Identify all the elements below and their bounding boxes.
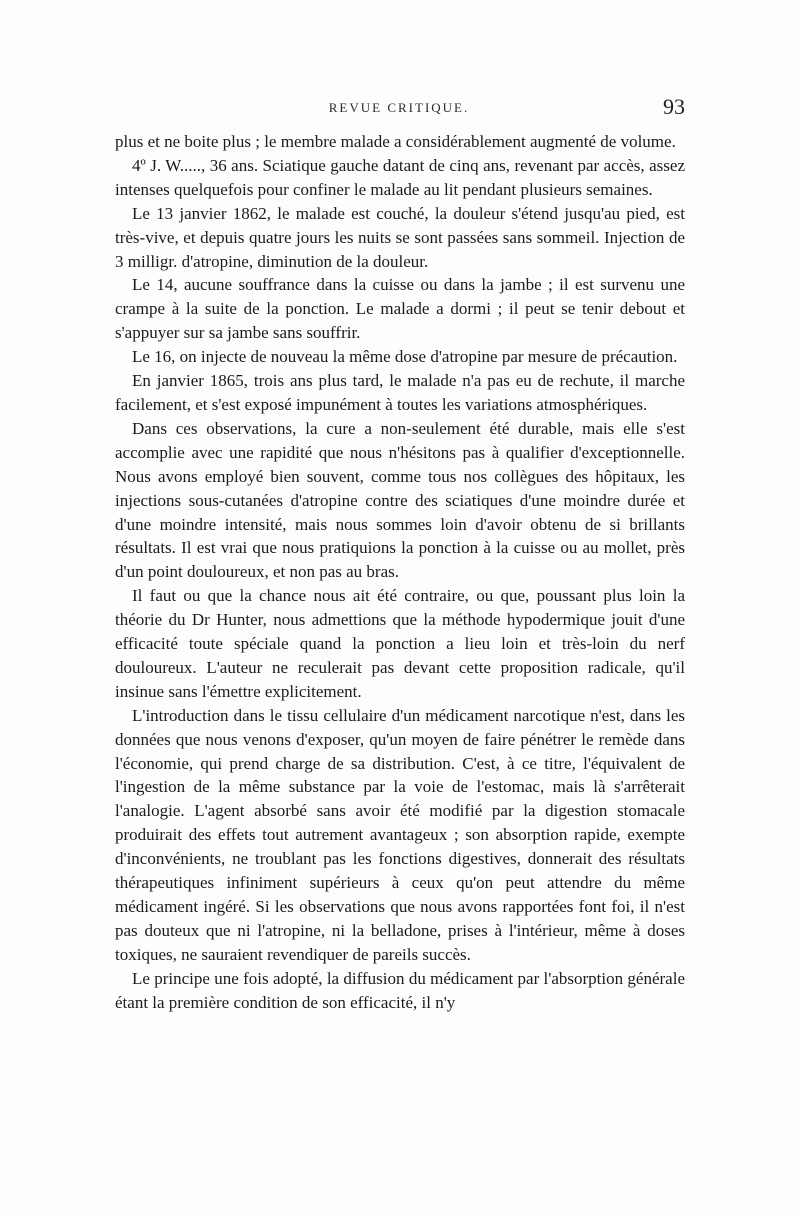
paragraph-janvier-1865: En janvier 1865, trois ans plus tard, le malade n'a pas eu de rechute, il marche facilement, et s'est exposé impunément à toutes les variations atmosphériques.: [115, 371, 685, 414]
paragraph-principe: Le principe une fois adopté, la diffusion du médicament par l'absorption générale étant la première condition de son efficacité, il n'y: [115, 968, 685, 1012]
paragraph-continuation: plus et ne boite plus ; le membre malade a considérablement augmenté de volume.: [115, 132, 676, 151]
paragraph-observations-cure: Dans ces observations, la cure a non-seulement été durable, mais elle s'est accomplie avec une rapidité que nous n'hésitons pas à qualifier d'exceptionnelle. Nous avons employé bien souvent, comme tous nos collègues des hôpitaux, les injections sous-cutanées d'atropine contre des sciatiques d'une moindre durée et d'une moindre intensité, mais nous sommes loin d'avoir obtenu de si brillants résultats. Il est vrai que nous pratiquions la ponction à la cuisse ou au mollet, près d'un point douloureux, et non pas au bras.: [115, 418, 685, 582]
paragraph-le-16: Le 16, on injecte de nouveau la même dose d'atropine par mesure de précaution.: [132, 347, 678, 367]
paragraph-methode-hypodermique: Il faut ou que la chance nous ait été contraire, ou que, poussant plus loin la théorie du Dr Hunter, nous admettions que la méthode hypodermique jouit d'une efficacité toute spéciale quand la ponction a lieu loin et très-loin du nerf douloureux. L'auteur ne reculerait pas devant cette proposition radicale, qu'il insinue sans l'émettre explicitement.: [115, 586, 685, 701]
page-header: [113, 96, 685, 120]
paragraph-introduction-tissu: L'introduction dans le tissu cellulaire d'un médicament narcotique n'est, dans les données que nous venons d'exposer, qu'un moyen de faire pénétrer le remède dans l'économie, qui prend charge de sa distribution. C'est, à ce titre, l'équivalent de l'ingestion de la même substance par la voie de l'estomac, mais là s'arrêterait l'analogie. L'agent absorbé sans avoir été modifié par la digestion stomacale produirait des effets tout autrement avantageux ; son absorption rapide, exempte d'inconvénients, ne troublant pas les fonctions digestives, donnerait des résultats thérapeutiques infiniment supérieurs à ceux qu'on peut attendre du même médicament ingéré. Si les observations que nous avons rapportées font foi, il n'est pas douteux que ni l'atropine, ni la belladone, prises à l'intérieur, même à doses toxiques, ne sauraient revendiquer de pareils succès.: [115, 705, 685, 964]
page-body: [115, 130, 685, 1015]
paragraph-13-janvier: Le 13 janvier 1862, le malade est couché, la douleur s'étend jusqu'au pied, est très-vive, et depuis quatre jours les nuits se sont passées sans sommeil. Injection de 3 milligr. d'atropine, diminution de la douleur.: [115, 203, 685, 271]
running-head: REVUE CRITIQUE.: [328, 100, 470, 115]
paragraph-observation-4: 4º J. W....., 36 ans. Sciatique gauche datant de cinq ans, revenant par accès, assez intenses quelquefois pour confiner le malade au lit pendant plusieurs semaines.: [115, 155, 685, 199]
paragraph-le-14: Le 14, aucune souffrance dans la cuisse ou dans la jambe ; il est survenu une crampe à la suite de la ponction. Le malade a dormi ; il peut se tenir debout et s'appuyer sur sa jambe sans souffrir.: [115, 275, 685, 343]
page-number: 93: [663, 94, 685, 119]
